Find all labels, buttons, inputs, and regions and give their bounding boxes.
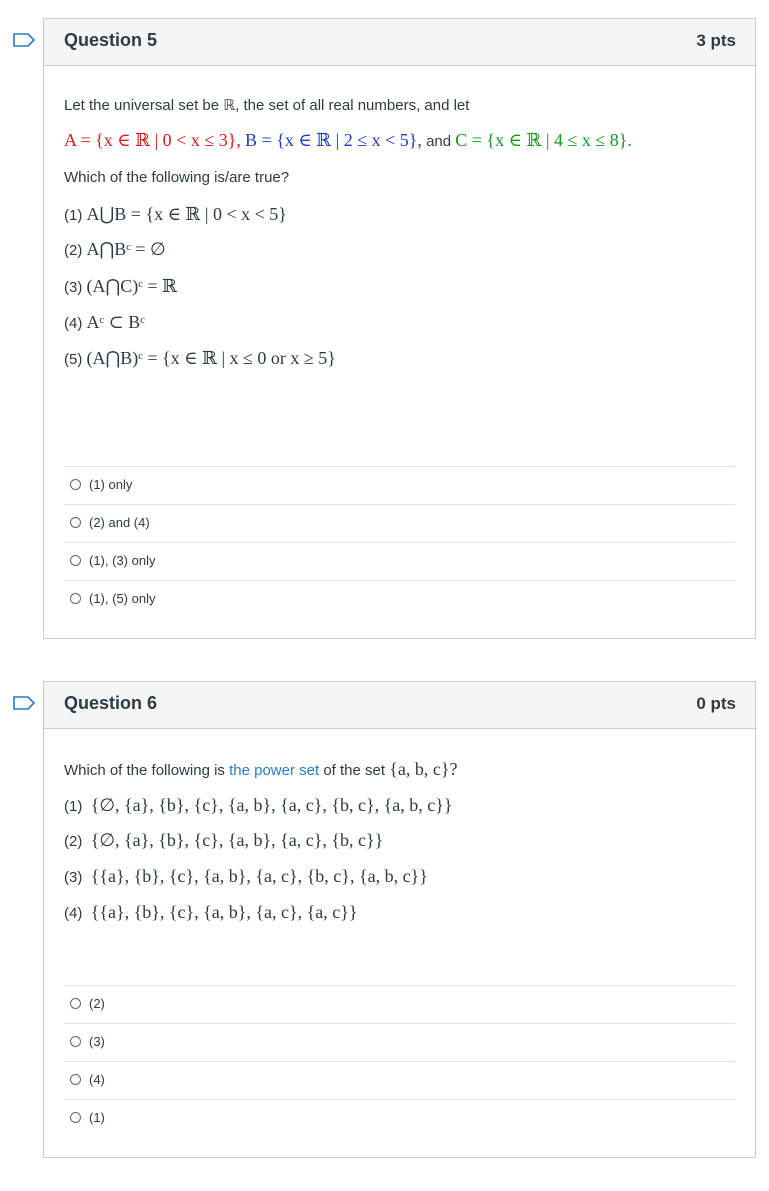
statement-expression: {∅, {a}, {b}, {c}, {a, b}, {a, c}, {b, c}} — [90, 830, 384, 850]
radio-button[interactable] — [70, 517, 81, 528]
statement-expression: A⋃B = {x ∈ ℝ | 0 < x < 5} — [86, 204, 287, 224]
question-5-card — [43, 18, 756, 639]
flag-question-icon[interactable] — [13, 33, 35, 47]
question-title: Question 6 — [64, 693, 158, 713]
statement-expression: (A⋂B)ᶜ = {x ∈ ℝ | x ≤ 0 or x ≥ 5} — [86, 348, 336, 368]
statement-number: (1) — [64, 798, 83, 815]
set-definitions — [64, 130, 632, 152]
statement-number: (4) — [64, 905, 83, 922]
radio-button[interactable] — [70, 479, 81, 490]
answer-option[interactable] — [64, 466, 735, 504]
question-header — [44, 19, 755, 66]
flag-question-icon[interactable] — [13, 696, 35, 710]
question-points: 3 pts — [696, 31, 736, 50]
question-points: 0 pts — [696, 694, 736, 713]
statement-number: (3) — [64, 869, 83, 886]
question-title: Question 5 — [64, 30, 158, 50]
statement-expression: A⋂Bᶜ = ∅ — [86, 239, 166, 259]
question-6-card — [43, 681, 756, 1158]
answer-label: (2) — [89, 996, 105, 1011]
answer-label: (1), (3) only — [89, 553, 156, 568]
statement — [64, 348, 336, 370]
statement-expression: {{a}, {b}, {c}, {a, b}, {a, c}, {a, c}} — [90, 902, 358, 922]
answer-option[interactable] — [64, 985, 735, 1023]
answer-label: (2) and (4) — [89, 515, 150, 530]
and-text: and — [426, 133, 452, 150]
statement-number: (2) — [64, 242, 83, 259]
statement-number: (1) — [64, 207, 83, 224]
statement-expression: {{a}, {b}, {c}, {a, b}, {a, c}, {b, c}, {a, b, c}} — [90, 866, 428, 886]
prompt-text: of the set — [323, 762, 386, 779]
answer-list — [64, 466, 735, 618]
answer-option[interactable] — [64, 504, 735, 542]
statement — [64, 312, 145, 334]
radio-button[interactable] — [70, 555, 81, 566]
question-intro: Let the universal set be ℝ, the set of all real numbers, and let — [64, 97, 470, 114]
set-b-definition: B = {x ∈ ℝ | 2 ≤ x < 5}, — [245, 130, 422, 150]
statement-expression: (A⋂C)ᶜ = ℝ — [86, 276, 177, 296]
statement — [64, 830, 383, 852]
answer-option[interactable] — [64, 580, 735, 618]
prompt-text: Which of the following is — [64, 762, 225, 779]
answer-option[interactable] — [64, 1099, 735, 1137]
radio-button[interactable] — [70, 1112, 81, 1123]
question-prompt: Which of the following is/are true? — [64, 169, 290, 186]
answer-label: (3) — [89, 1034, 105, 1049]
answer-option[interactable] — [64, 1061, 735, 1099]
answer-label: (1) — [89, 1110, 105, 1125]
radio-button[interactable] — [70, 998, 81, 1009]
statement — [64, 239, 166, 261]
question-header — [44, 682, 755, 729]
statement-number: (3) — [64, 279, 83, 296]
radio-button[interactable] — [70, 1074, 81, 1085]
answer-label: (1), (5) only — [89, 591, 156, 606]
statement — [64, 204, 287, 226]
set-a-definition: A = {x ∈ ℝ | 0 < x ≤ 3}, — [64, 130, 241, 150]
statement-expression: {∅, {a}, {b}, {c}, {a, b}, {a, c}, {b, c}, {a, b, c}} — [90, 795, 453, 815]
answer-option[interactable] — [64, 1023, 735, 1061]
statement-number: (4) — [64, 315, 83, 332]
statement — [64, 866, 428, 888]
question-prompt — [64, 759, 457, 781]
statement-number: (5) — [64, 351, 83, 368]
answer-list — [64, 985, 735, 1137]
radio-button[interactable] — [70, 1036, 81, 1047]
statement — [64, 795, 453, 817]
power-set-link[interactable]: the power set — [229, 762, 320, 779]
prompt-set: {a, b, c}? — [389, 759, 458, 779]
statement — [64, 276, 177, 298]
set-c-definition: C = {x ∈ ℝ | 4 ≤ x ≤ 8}. — [455, 130, 632, 150]
statement-expression: Aᶜ ⊂ Bᶜ — [86, 312, 145, 332]
statement — [64, 902, 358, 924]
radio-button[interactable] — [70, 593, 81, 604]
answer-option[interactable] — [64, 542, 735, 580]
statement-number: (2) — [64, 833, 83, 850]
answer-label: (1) only — [89, 477, 133, 492]
answer-label: (4) — [89, 1072, 105, 1087]
